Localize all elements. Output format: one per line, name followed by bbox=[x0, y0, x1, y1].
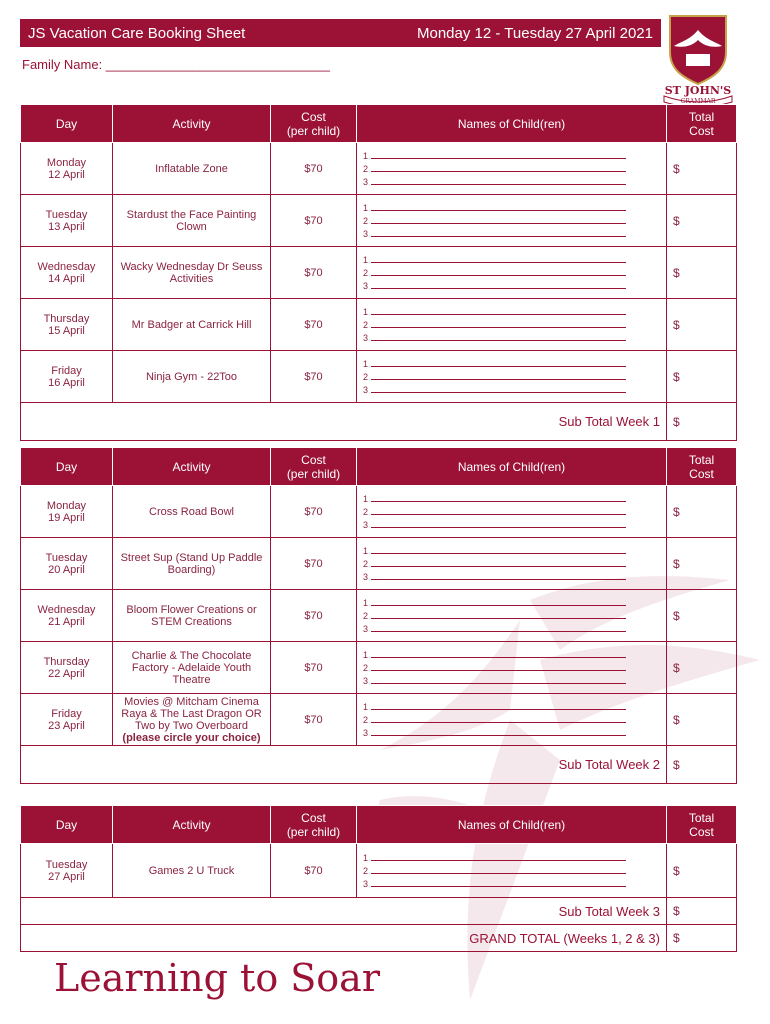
cost-cell: $70 bbox=[271, 642, 357, 694]
subtotal-row bbox=[21, 898, 737, 925]
activity-cell: Games 2 U Truck bbox=[113, 844, 271, 898]
child-name-line[interactable]: 3 bbox=[363, 331, 666, 344]
day-cell: Thursday 15 April bbox=[21, 299, 113, 351]
activity-cell: Movies @ Mitcham Cinema Raya & The Last Dragon OR Two by Two Overboard (please circle your choice) bbox=[113, 694, 271, 746]
child-name-line[interactable]: 1 bbox=[363, 305, 666, 318]
activity-cell: Bloom Flower Creations or STEM Creations bbox=[113, 590, 271, 642]
cost-cell: $70 bbox=[271, 694, 357, 746]
day-cell: Friday 16 April bbox=[21, 351, 113, 403]
total-cost-field[interactable]: $ bbox=[667, 195, 737, 247]
child-names-cell bbox=[357, 351, 667, 403]
date-range: Monday 12 - Tuesday 27 April 2021 bbox=[417, 24, 653, 42]
child-name-line[interactable]: 1 bbox=[363, 201, 666, 214]
total-cost-field[interactable]: $ bbox=[667, 486, 737, 538]
activity-cell: Ninja Gym - 22Too bbox=[113, 351, 271, 403]
week3-table bbox=[20, 805, 737, 952]
child-name-line[interactable]: 2 bbox=[363, 557, 666, 570]
cost-cell: $70 bbox=[271, 486, 357, 538]
booking-row bbox=[21, 694, 737, 746]
col-total: Total Cost bbox=[667, 105, 737, 143]
child-name-line[interactable]: 3 bbox=[363, 383, 666, 396]
activity-cell: Stardust the Face Painting Clown bbox=[113, 195, 271, 247]
booking-row bbox=[21, 143, 737, 195]
booking-row bbox=[21, 486, 737, 538]
child-name-line[interactable]: 2 bbox=[363, 370, 666, 383]
activity-cell: Inflatable Zone bbox=[113, 143, 271, 195]
child-name-line[interactable]: 1 bbox=[363, 544, 666, 557]
col-day: Day bbox=[21, 806, 113, 844]
booking-row bbox=[21, 844, 737, 898]
col-cost: Cost (per child) bbox=[271, 806, 357, 844]
child-names-cell bbox=[357, 195, 667, 247]
school-motto: Learning to Soar bbox=[54, 956, 381, 1000]
booking-row bbox=[21, 538, 737, 590]
total-cost-field[interactable]: $ bbox=[667, 590, 737, 642]
child-name-line[interactable]: 3 bbox=[363, 674, 666, 687]
grand-total-field[interactable]: $ bbox=[667, 925, 737, 952]
subtotal-row bbox=[21, 746, 737, 784]
subtotal-field[interactable]: $ bbox=[667, 746, 737, 784]
total-cost-field[interactable]: $ bbox=[667, 351, 737, 403]
col-day: Day bbox=[21, 105, 113, 143]
child-name-line[interactable]: 3 bbox=[363, 175, 666, 188]
day-cell: Monday 12 April bbox=[21, 143, 113, 195]
total-cost-field[interactable]: $ bbox=[667, 143, 737, 195]
table-header-row bbox=[21, 105, 737, 143]
child-names-cell bbox=[357, 486, 667, 538]
cost-cell: $70 bbox=[271, 195, 357, 247]
child-name-line[interactable]: 3 bbox=[363, 877, 666, 890]
child-name-line[interactable]: 3 bbox=[363, 726, 666, 739]
child-names-cell bbox=[357, 590, 667, 642]
col-total: Total Cost bbox=[667, 448, 737, 486]
activity-cell: Cross Road Bowl bbox=[113, 486, 271, 538]
child-name-line[interactable]: 2 bbox=[363, 661, 666, 674]
day-cell: Thursday 22 April bbox=[21, 642, 113, 694]
col-total: Total Cost bbox=[667, 806, 737, 844]
week2-table bbox=[20, 447, 737, 784]
total-cost-field[interactable]: $ bbox=[667, 694, 737, 746]
family-name-field[interactable]: Family Name: _______________________________ bbox=[22, 57, 330, 72]
logo-text-name: ST JOHN'S bbox=[664, 84, 732, 97]
child-name-line[interactable]: 1 bbox=[363, 357, 666, 370]
cost-cell: $70 bbox=[271, 844, 357, 898]
title-bar bbox=[20, 19, 661, 47]
table-header-row bbox=[21, 448, 737, 486]
child-name-line[interactable]: 3 bbox=[363, 227, 666, 240]
sheet-title: JS Vacation Care Booking Sheet bbox=[28, 24, 246, 42]
child-name-line[interactable]: 2 bbox=[363, 505, 666, 518]
booking-row bbox=[21, 351, 737, 403]
subtotal-row bbox=[21, 403, 737, 441]
activity-cell: Charlie & The Chocolate Factory - Adelaide Youth Theatre bbox=[113, 642, 271, 694]
day-cell: Wednesday 14 April bbox=[21, 247, 113, 299]
child-names-cell bbox=[357, 844, 667, 898]
total-cost-field[interactable]: $ bbox=[667, 247, 737, 299]
grand-total-row bbox=[21, 925, 737, 952]
col-cost: Cost (per child) bbox=[271, 105, 357, 143]
total-cost-field[interactable]: $ bbox=[667, 299, 737, 351]
col-activity: Activity bbox=[113, 806, 271, 844]
cost-cell: $70 bbox=[271, 351, 357, 403]
booking-row bbox=[21, 299, 737, 351]
child-name-line[interactable]: 2 bbox=[363, 864, 666, 877]
child-names-cell bbox=[357, 299, 667, 351]
child-name-line[interactable]: 1 bbox=[363, 596, 666, 609]
booking-row bbox=[21, 642, 737, 694]
child-name-line[interactable]: 2 bbox=[363, 318, 666, 331]
cost-cell: $70 bbox=[271, 538, 357, 590]
child-name-line[interactable]: 2 bbox=[363, 266, 666, 279]
cost-cell: $70 bbox=[271, 247, 357, 299]
child-names-cell bbox=[357, 694, 667, 746]
child-name-line[interactable]: 3 bbox=[363, 518, 666, 531]
col-names: Names of Child(ren) bbox=[357, 105, 667, 143]
subtotal-field[interactable]: $ bbox=[667, 898, 737, 925]
total-cost-field[interactable]: $ bbox=[667, 844, 737, 898]
child-name-line[interactable]: 3 bbox=[363, 622, 666, 635]
table-header-row bbox=[21, 806, 737, 844]
subtotal-label: Sub Total Week 3 bbox=[21, 898, 667, 925]
day-cell: Monday 19 April bbox=[21, 486, 113, 538]
day-cell: Friday 23 April bbox=[21, 694, 113, 746]
subtotal-label: Sub Total Week 2 bbox=[21, 746, 667, 784]
week1-table bbox=[20, 104, 737, 441]
subtotal-field[interactable]: $ bbox=[667, 403, 737, 441]
booking-row bbox=[21, 195, 737, 247]
activity-cell: Wacky Wednesday Dr Seuss Activities bbox=[113, 247, 271, 299]
activity-cell: Street Sup (Stand Up Paddle Boarding) bbox=[113, 538, 271, 590]
cost-cell: $70 bbox=[271, 299, 357, 351]
col-day: Day bbox=[21, 448, 113, 486]
school-crest-logo bbox=[656, 12, 740, 104]
child-names-cell bbox=[357, 143, 667, 195]
child-name-line[interactable]: 1 bbox=[363, 492, 666, 505]
child-name-line[interactable]: 2 bbox=[363, 609, 666, 622]
col-names: Names of Child(ren) bbox=[357, 806, 667, 844]
child-name-line[interactable]: 1 bbox=[363, 253, 666, 266]
child-name-line[interactable]: 3 bbox=[363, 279, 666, 292]
child-names-cell bbox=[357, 247, 667, 299]
child-name-line[interactable]: 1 bbox=[363, 851, 666, 864]
day-cell: Tuesday 13 April bbox=[21, 195, 113, 247]
cost-cell: $70 bbox=[271, 143, 357, 195]
child-name-line[interactable]: 2 bbox=[363, 713, 666, 726]
booking-row bbox=[21, 247, 737, 299]
activity-cell: Mr Badger at Carrick Hill bbox=[113, 299, 271, 351]
child-name-line[interactable]: 1 bbox=[363, 149, 666, 162]
total-cost-field[interactable]: $ bbox=[667, 642, 737, 694]
col-names: Names of Child(ren) bbox=[357, 448, 667, 486]
child-name-line[interactable]: 2 bbox=[363, 162, 666, 175]
subtotal-label: Sub Total Week 1 bbox=[21, 403, 667, 441]
col-activity: Activity bbox=[113, 448, 271, 486]
total-cost-field[interactable]: $ bbox=[667, 538, 737, 590]
cost-cell: $70 bbox=[271, 590, 357, 642]
col-activity: Activity bbox=[113, 105, 271, 143]
child-name-line[interactable]: 1 bbox=[363, 700, 666, 713]
booking-row bbox=[21, 590, 737, 642]
activity-note: (please circle your choice) bbox=[122, 731, 261, 744]
day-cell: Wednesday 21 April bbox=[21, 590, 113, 642]
day-cell: Tuesday 20 April bbox=[21, 538, 113, 590]
day-cell: Tuesday 27 April bbox=[21, 844, 113, 898]
child-name-line[interactable]: 3 bbox=[363, 570, 666, 583]
col-cost: Cost (per child) bbox=[271, 448, 357, 486]
logo-text-grammar: GRAMMAR bbox=[680, 98, 716, 104]
child-name-line[interactable]: 2 bbox=[363, 214, 666, 227]
child-names-cell bbox=[357, 538, 667, 590]
grand-total-label: GRAND TOTAL (Weeks 1, 2 & 3) bbox=[21, 925, 667, 952]
child-names-cell bbox=[357, 642, 667, 694]
child-name-line[interactable]: 1 bbox=[363, 648, 666, 661]
